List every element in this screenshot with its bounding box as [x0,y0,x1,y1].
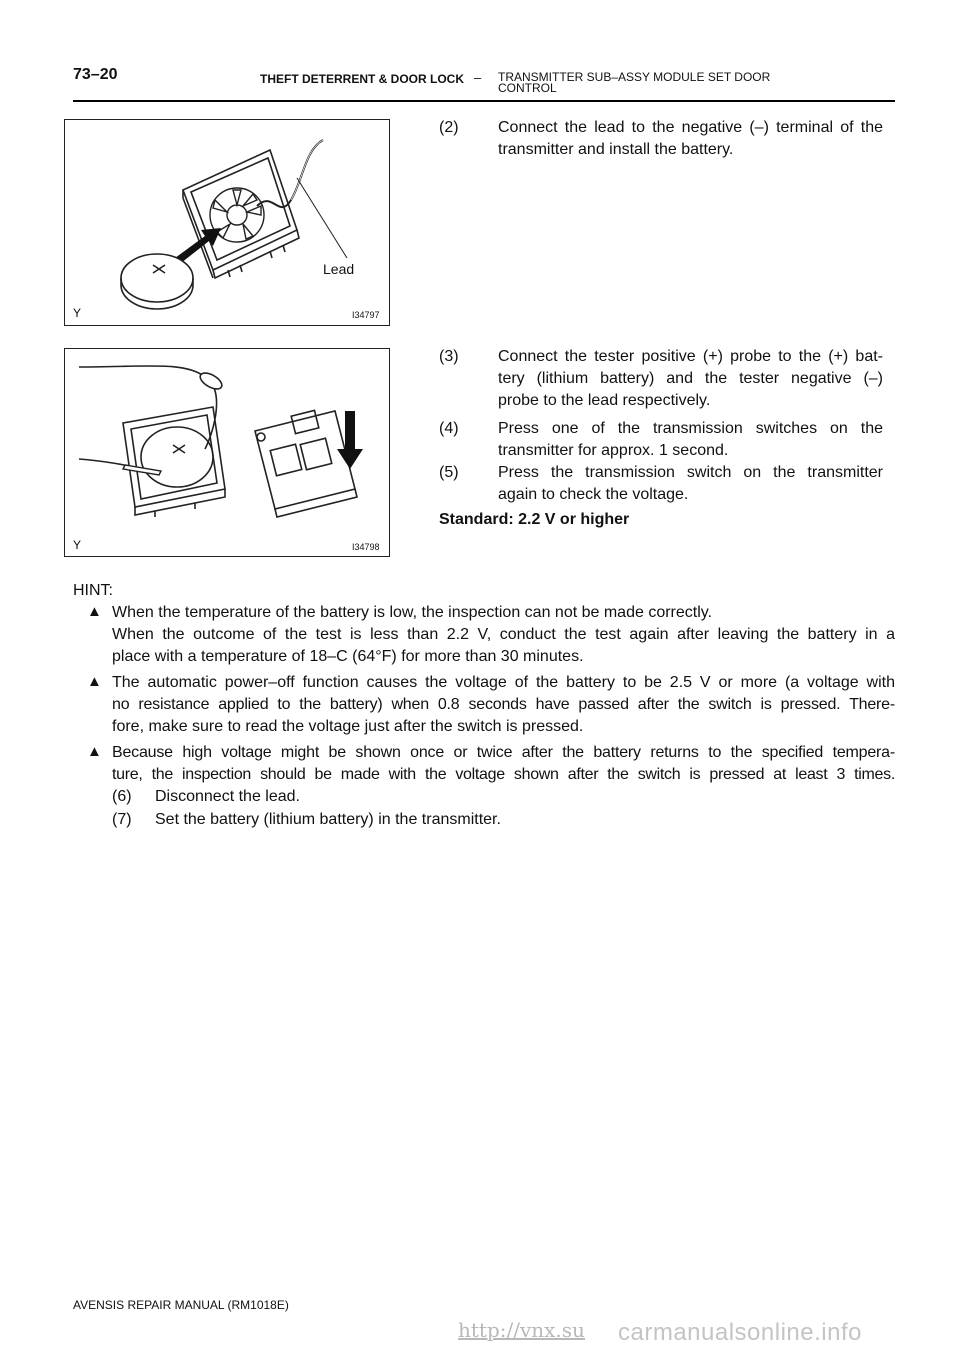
watermark-site: carmanualsonline.info [618,1319,862,1346]
step-7-number: (7) [112,811,132,828]
hint-bullet-1-marker: ▲ [87,603,102,620]
step-7 [112,809,712,831]
lead-label: Lead [323,261,355,277]
hint-bullet-2 [112,672,895,738]
step-4-number: (4) [439,420,459,437]
step-5-line1: Press the transmission switch on the transmitter [498,464,883,481]
step-5-line2: again to check the voltage. [498,486,689,503]
hint-b3-line1: Because high voltage might be shown once or twice after the battery returns to the specified tempera- [112,744,895,761]
hint-bullet-3 [112,742,895,786]
figure1-illustration [65,120,389,325]
step-2-line1: Connect the lead to the negative (–) terminal of the [498,119,883,136]
page-number: 73–20 [73,66,118,83]
figure1-y-mark: Y [73,306,82,320]
hint-bullet-2-marker: ▲ [87,673,102,690]
hint-b2-line1: The automatic power–off function causes the voltage of the battery to be 2.5 V or more (a voltage with [112,674,895,691]
step-2-line2: transmitter and install the battery. [498,141,734,158]
header-dash: – [474,70,482,85]
step-3 [439,346,883,412]
figure1-code: I34797 [352,310,380,320]
hint-b3-line2: ture, the inspection should be made with the voltage shown after the switch is pressed at least 3 times. [112,766,895,783]
hint-title: HINT: [73,582,113,599]
step-4-line1: Press one of the transmission switches on the [498,420,883,437]
standard-value: Standard: 2.2 V or higher [439,511,630,528]
header-subject-line2: CONTROL [498,81,557,95]
figure2-code: I34798 [352,542,380,552]
step-2 [439,117,883,161]
step-4-line2: transmitter for approx. 1 second. [498,442,729,459]
hint-b2-line3: fore, make sure to read the voltage just after the switch is pressed. [112,718,584,735]
step-3-line2: tery (lithium battery) and the tester negative (–) [498,370,883,387]
hint-bullet-1 [112,602,895,668]
step-5 [439,462,883,506]
step-6-text: Disconnect the lead. [155,788,300,805]
section-title: THEFT DETERRENT & DOOR LOCK [260,72,464,86]
step-2-number: (2) [439,119,459,136]
header-subject-line1: TRANSMITTER SUB–ASSY MODULE SET DOOR [498,70,771,84]
step-3-line1: Connect the tester positive (+) probe to the (+) bat- [498,348,883,365]
step-3-line3: probe to the lead respectively. [498,392,711,409]
figure2-illustration [65,349,389,556]
hint-b1-line2: When the outcome of the test is less than 2.2 V, conduct the test again after leaving the battery in a [112,626,895,643]
header-rule [73,100,895,102]
step-6 [112,786,712,808]
watermark-url-link[interactable]: http://vnx.su [458,1318,585,1342]
figure-lead-battery [64,119,390,326]
step-4 [439,418,883,462]
figure-tester-probe [64,348,390,557]
hint-b1-line1: When the temperature of the battery is low, the inspection can not be made correctly. [112,604,713,621]
step-3-number: (3) [439,348,459,365]
step-7-text: Set the battery (lithium battery) in the transmitter. [155,811,501,828]
step-6-number: (6) [112,788,132,805]
hint-b1-line3: place with a temperature of 18–C (64°F) for more than 30 minutes. [112,648,584,665]
footer-manual-title: AVENSIS REPAIR MANUAL (RM1018E) [73,1298,289,1312]
step-5-number: (5) [439,464,459,481]
header-subject [498,72,798,94]
hint-b2-line2: no resistance applied to the battery) when 0.8 seconds have passed after the switch is pressed. There- [112,696,895,713]
figure2-y-mark: Y [73,538,82,552]
hint-bullet-3-marker: ▲ [87,743,102,760]
